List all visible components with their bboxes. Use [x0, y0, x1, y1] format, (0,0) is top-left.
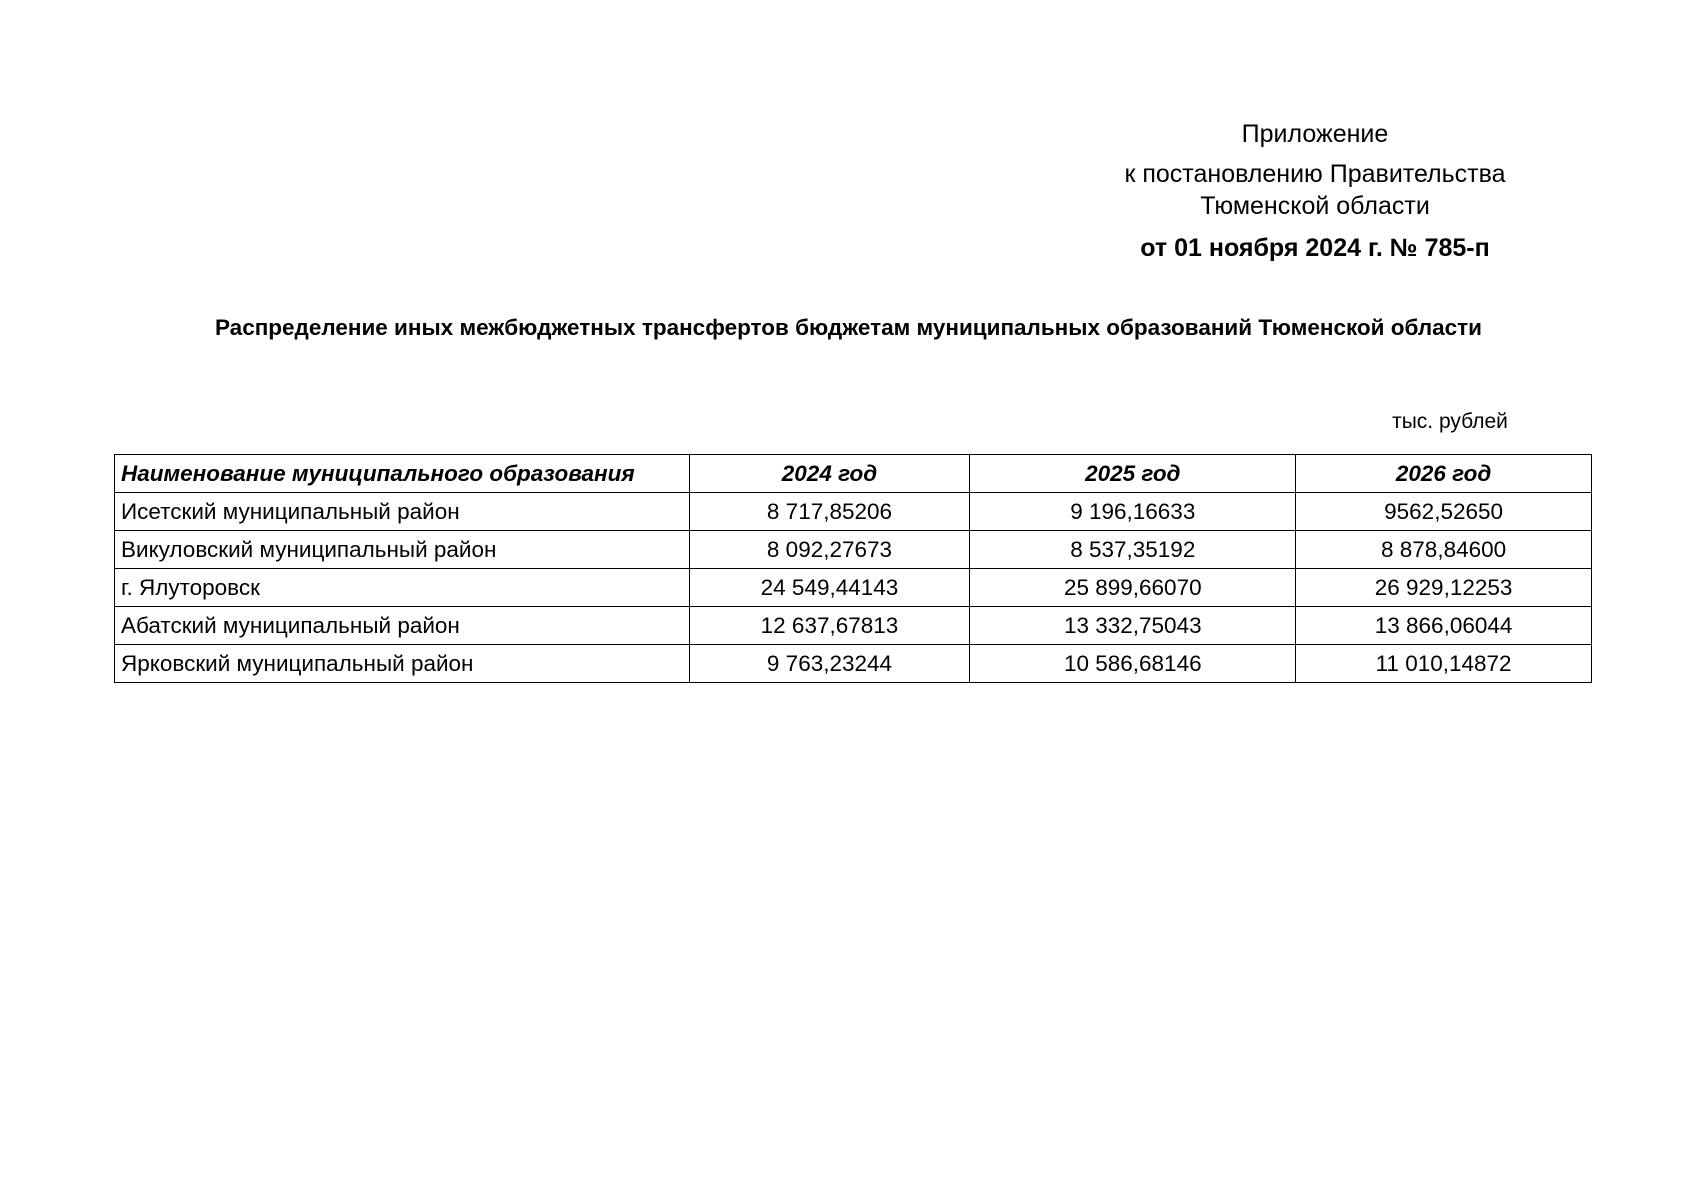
amount-2026: 13 866,06044 [1296, 607, 1592, 645]
amount-2025: 9 196,16633 [970, 493, 1296, 531]
table-row [115, 569, 1592, 607]
amount-2026: 9562,52650 [1296, 493, 1592, 531]
resolution-reference: к постановлению Правительства [1124, 160, 1506, 188]
municipality-name: Викуловский муниципальный район [115, 531, 690, 569]
municipality-name: Исетский муниципальный район [115, 493, 690, 531]
document-title: Распределение иных межбюджетных трансфертов бюджетам муниципальных образований Тюменской области [214, 315, 1483, 340]
table-row [115, 493, 1592, 531]
transfers-table [114, 454, 1592, 683]
column-header-2024: 2024 год [689, 455, 970, 493]
resolution-date-number: от 01 ноября 2024 г. № 785-п [1140, 234, 1490, 262]
table-header-row [115, 455, 1592, 493]
amount-2025: 10 586,68146 [970, 645, 1296, 683]
amount-2024: 9 763,23244 [689, 645, 970, 683]
table-row [115, 607, 1592, 645]
table-row [115, 531, 1592, 569]
column-header-municipality: Наименование муниципального образования [115, 455, 690, 493]
appendix-header [1080, 118, 1550, 264]
column-header-2025: 2025 год [970, 455, 1296, 493]
region-name: Тюменской области [1200, 192, 1430, 220]
municipality-name: г. Ялуторовск [115, 569, 690, 607]
amount-2024: 24 549,44143 [689, 569, 970, 607]
amount-2025: 25 899,66070 [970, 569, 1296, 607]
amount-2026: 26 929,12253 [1296, 569, 1592, 607]
amount-2024: 12 637,67813 [689, 607, 970, 645]
amount-2025: 13 332,75043 [970, 607, 1296, 645]
table-row [115, 645, 1592, 683]
column-header-2026: 2026 год [1296, 455, 1592, 493]
units-label: тыс. рублей [1392, 410, 1508, 433]
municipality-name: Ярковский муниципальный район [115, 645, 690, 683]
municipality-name: Абатский муниципальный район [115, 607, 690, 645]
amount-2026: 11 010,14872 [1296, 645, 1592, 683]
amount-2026: 8 878,84600 [1296, 531, 1592, 569]
amount-2024: 8 717,85206 [689, 493, 970, 531]
amount-2024: 8 092,27673 [689, 531, 970, 569]
amount-2025: 8 537,35192 [970, 531, 1296, 569]
appendix-label: Приложение [1241, 120, 1389, 148]
